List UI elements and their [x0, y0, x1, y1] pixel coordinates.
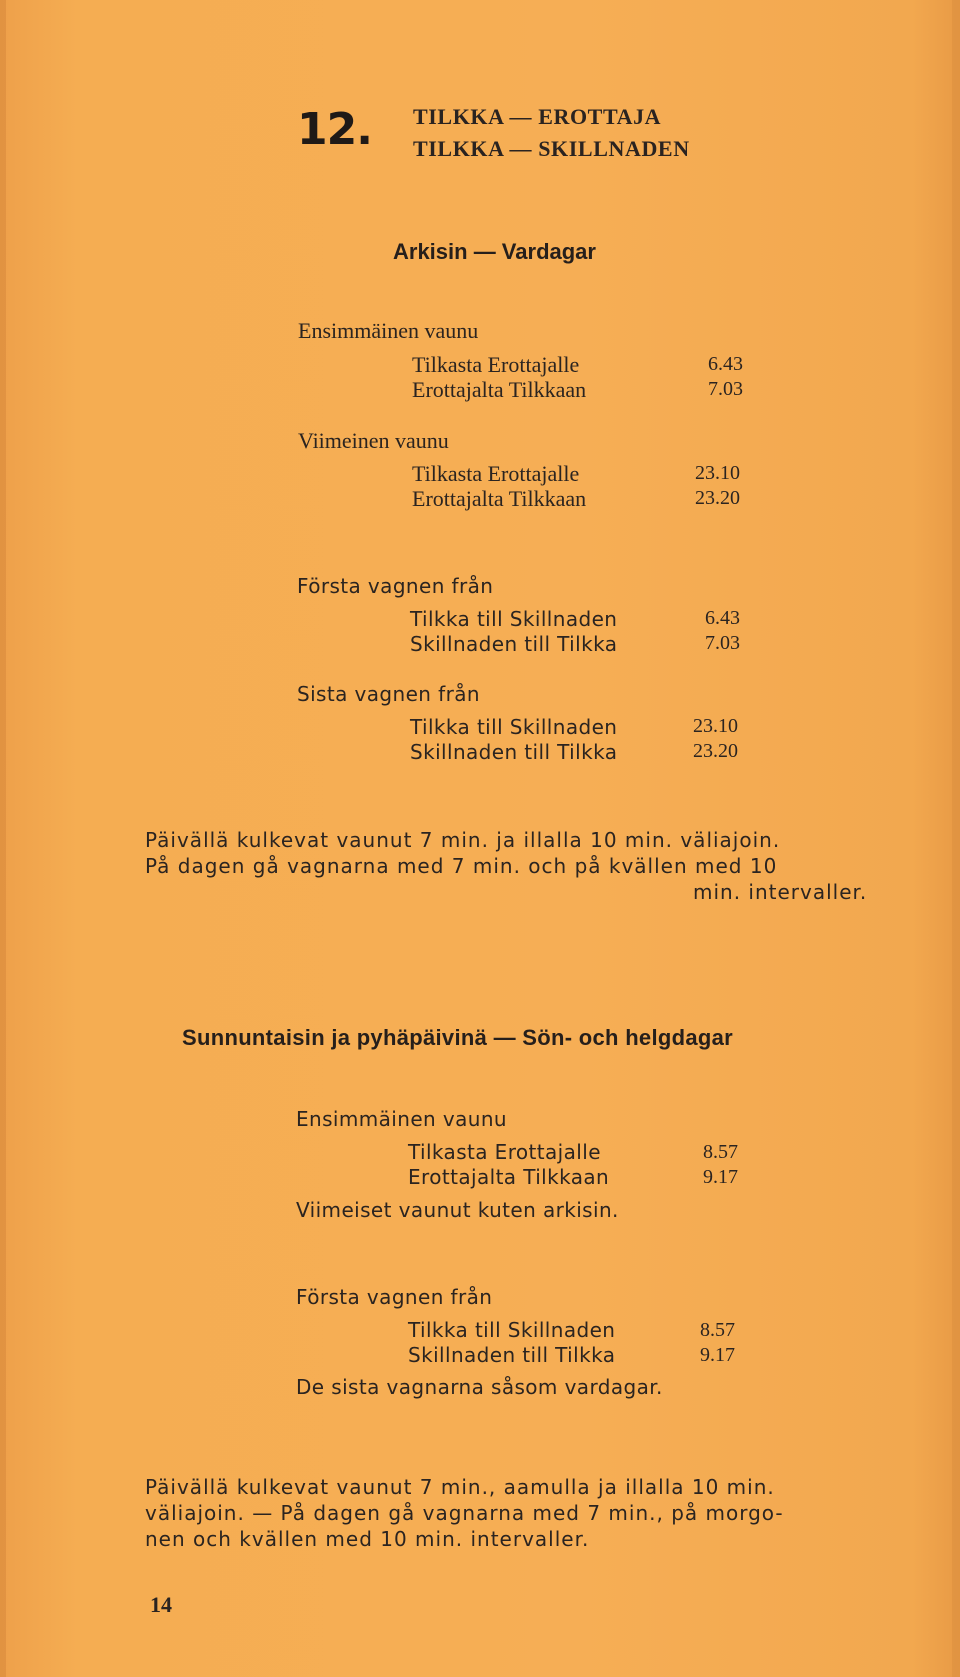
- weekday-fi-first-row-1-time: 6.43: [708, 353, 743, 375]
- weekday-fi-last-label: Viimeinen vaunu: [298, 428, 449, 453]
- sunday-fi-first-label: Ensimmäinen vaunu: [296, 1107, 507, 1131]
- weekday-sv-first-row-2-time: 7.03: [705, 632, 740, 654]
- route-title-sv: TILKKA — SKILLNADEN: [413, 136, 690, 161]
- sunday-sv-first-row-1-route: Tilkka till Skillnaden: [408, 1318, 616, 1342]
- page-number: 14: [150, 1592, 172, 1617]
- sunday-note-line-1: Päivällä kulkevat vaunut 7 min., aamulla ja illalla 10 min.: [145, 1475, 775, 1499]
- sunday-fi-first-row-1-time: 8.57: [703, 1141, 738, 1163]
- weekday-sv-first-label: Första vagnen från: [297, 574, 494, 598]
- route-number: 12.: [297, 104, 372, 155]
- sunday-note-line-2: väliajoin. — På dagen gå vagnarna med 7 min., på morgo-: [145, 1501, 784, 1525]
- weekday-fi-last-row-2-route: Erottajalta Tilkkaan: [412, 486, 587, 511]
- weekday-note-line-3: min. intervaller.: [693, 880, 868, 904]
- page-edge-right: [952, 0, 960, 1677]
- weekday-heading: Arkisin — Vardagar: [393, 239, 596, 264]
- weekday-sv-last-row-2-time: 23.20: [693, 740, 738, 762]
- weekday-note-line-1: Päivällä kulkevat vaunut 7 min. ja illalla 10 min. väliajoin.: [145, 828, 781, 852]
- route-title-fi: TILKKA — EROTTAJA: [413, 104, 662, 129]
- weekday-sv-last-row-1-route: Tilkka till Skillnaden: [410, 715, 618, 739]
- sunday-heading: Sunnuntaisin ja pyhäpäivinä — Sön- och helgdagar: [182, 1025, 734, 1050]
- weekday-sv-first-row-1-route: Tilkka till Skillnaden: [410, 607, 618, 631]
- weekday-sv-last-row-1-time: 23.10: [693, 715, 738, 737]
- weekday-fi-first-row-1-route: Tilkasta Erottajalle: [412, 352, 580, 377]
- weekday-sv-last-row-2-route: Skillnaden till Tilkka: [410, 740, 618, 764]
- sunday-sv-first-label: Första vagnen från: [296, 1285, 493, 1309]
- sunday-fi-first-row-2-time: 9.17: [703, 1166, 738, 1188]
- weekday-fi-first-label: Ensimmäinen vaunu: [298, 318, 479, 343]
- weekday-fi-first-row-2-route: Erottajalta Tilkkaan: [412, 377, 587, 402]
- weekday-fi-last-row-1-route: Tilkasta Erottajalle: [412, 461, 580, 486]
- sunday-fi-last-note: Viimeiset vaunut kuten arkisin.: [296, 1198, 619, 1222]
- weekday-fi-last-row-1-time: 23.10: [695, 462, 740, 484]
- sunday-sv-first-row-2-time: 9.17: [700, 1344, 735, 1366]
- sunday-note-line-3: nen och kvällen med 10 min. intervaller.: [145, 1527, 590, 1551]
- weekday-fi-first-row-2-time: 7.03: [708, 378, 743, 400]
- sunday-sv-first-row-1-time: 8.57: [700, 1319, 735, 1341]
- weekday-note-line-2: På dagen gå vagnarna med 7 min. och på kvällen med 10: [145, 854, 778, 878]
- weekday-fi-last-row-2-time: 23.20: [695, 487, 740, 509]
- weekday-sv-first-row-2-route: Skillnaden till Tilkka: [410, 632, 618, 656]
- sunday-fi-first-row-2-route: Erottajalta Tilkkaan: [408, 1165, 610, 1189]
- weekday-sv-first-row-1-time: 6.43: [705, 607, 740, 629]
- sunday-sv-first-row-2-route: Skillnaden till Tilkka: [408, 1343, 616, 1367]
- page-edge-left: [0, 0, 6, 1677]
- sunday-sv-last-note: De sista vagnarna såsom vardagar.: [296, 1375, 663, 1399]
- weekday-sv-last-label: Sista vagnen från: [297, 682, 480, 706]
- sunday-fi-first-row-1-route: Tilkasta Erottajalle: [408, 1140, 601, 1164]
